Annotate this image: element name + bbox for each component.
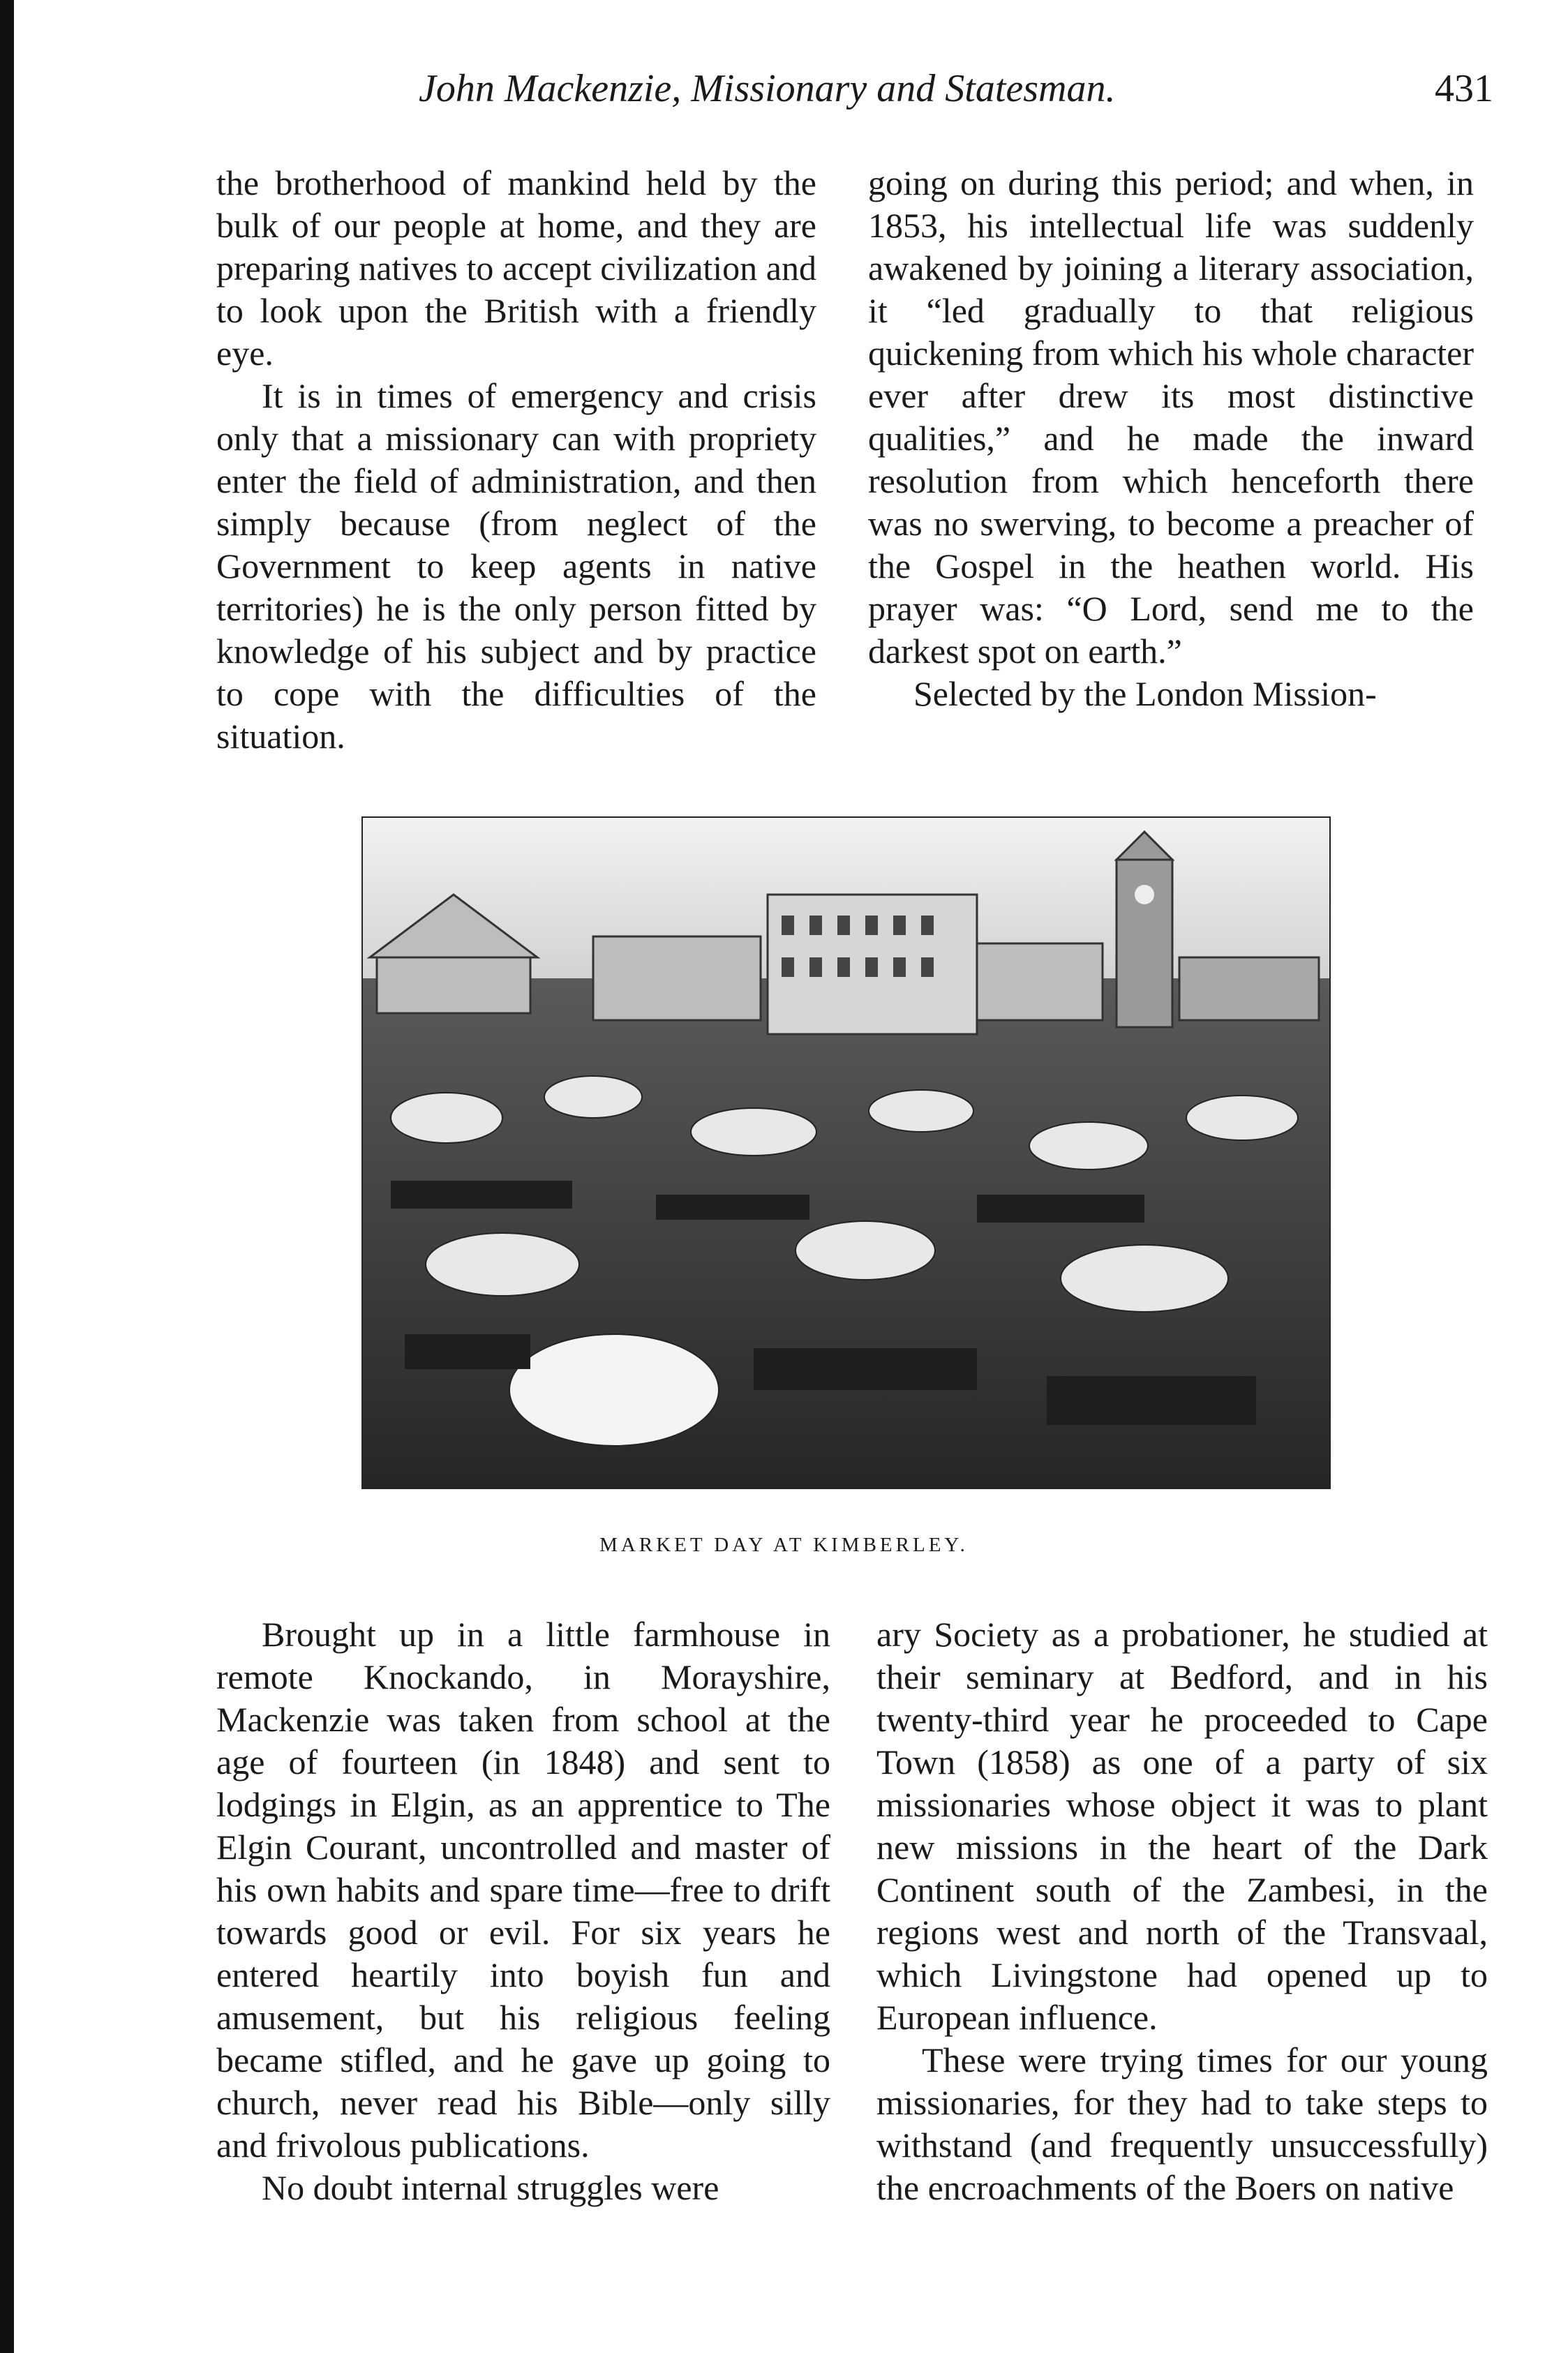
- paragraph: going on during this period; and when, in 1853, his intellectual life was suddenly awakened by joining a literary association, it “led gradually to that religious quickening from which his whole character ever after drew its most distinctive qualities,” and he made the inward resolution from which henceforth there was no swerving, to become a preacher of the Gospel in the heathen world. His prayer was: “O Lord, send me to the darkest spot on earth.”: [868, 163, 1474, 671]
- paragraph: No doubt internal struggles were: [262, 2168, 719, 2207]
- paragraph: These were trying times for our young missionaries, for they had to take steps to withstand (and frequently unsuccessfully) the encroachments of the Boers on native: [876, 2040, 1488, 2207]
- paragraph: the brotherhood of mankind held by the bulk of our people at home, and they are preparing natives to accept civilization and to look upon the British with a friendly eye.: [216, 163, 816, 373]
- figure-caption: MARKET DAY AT KIMBERLEY.: [599, 1534, 969, 1556]
- running-head: [419, 66, 1493, 122]
- page-number: 431: [1435, 67, 1493, 110]
- column-bottom-right: [876, 1613, 1488, 2209]
- column-top-left: [216, 162, 816, 758]
- paragraph: It is in times of emergency and crisis only that a missionary can with propriety enter the field of administration, and then simply because (from neglect of the Government to keep agents in native territories) he is the only person fitted by knowledge of his subject and by practice to cope with the difficulties of the situation.: [216, 376, 816, 756]
- column-top-right: [868, 162, 1474, 715]
- market-day-photograph: [361, 816, 1331, 1489]
- paragraph: Brought up in a little farmhouse in remote Knockando, in Morayshire, Mackenzie was taken from school at the age of fourteen (in 1848) and sent to lodgings in Elgin, as an apprentice to The Elgin Courant, uncontrolled and master of his own habits and spare time—free to drift towards good or evil. For six years he entered heartily into boyish fun and amusement, but his religious feeling became stifled, and he gave up going to church, never read his Bible—only silly and frivolous publications.: [216, 1615, 830, 2165]
- paragraph: Selected by the London Mission-: [913, 674, 1377, 713]
- column-bottom-left: [216, 1613, 830, 2209]
- running-title: John Mackenzie, Missionary and Statesman.: [419, 67, 1116, 110]
- page-edge-bar: [0, 0, 14, 2353]
- paragraph: ary Society as a probationer, he studied at their seminary at Bedford, and in his twenty-third year he proceeded to Cape Town (1858) as one of a party of six missionaries whose object it was to plant new missions in the heart of the Dark Continent south of the Zambesi, in the regions west and north of the Transvaal, which Livingstone had opened up to European influence.: [876, 1615, 1488, 2037]
